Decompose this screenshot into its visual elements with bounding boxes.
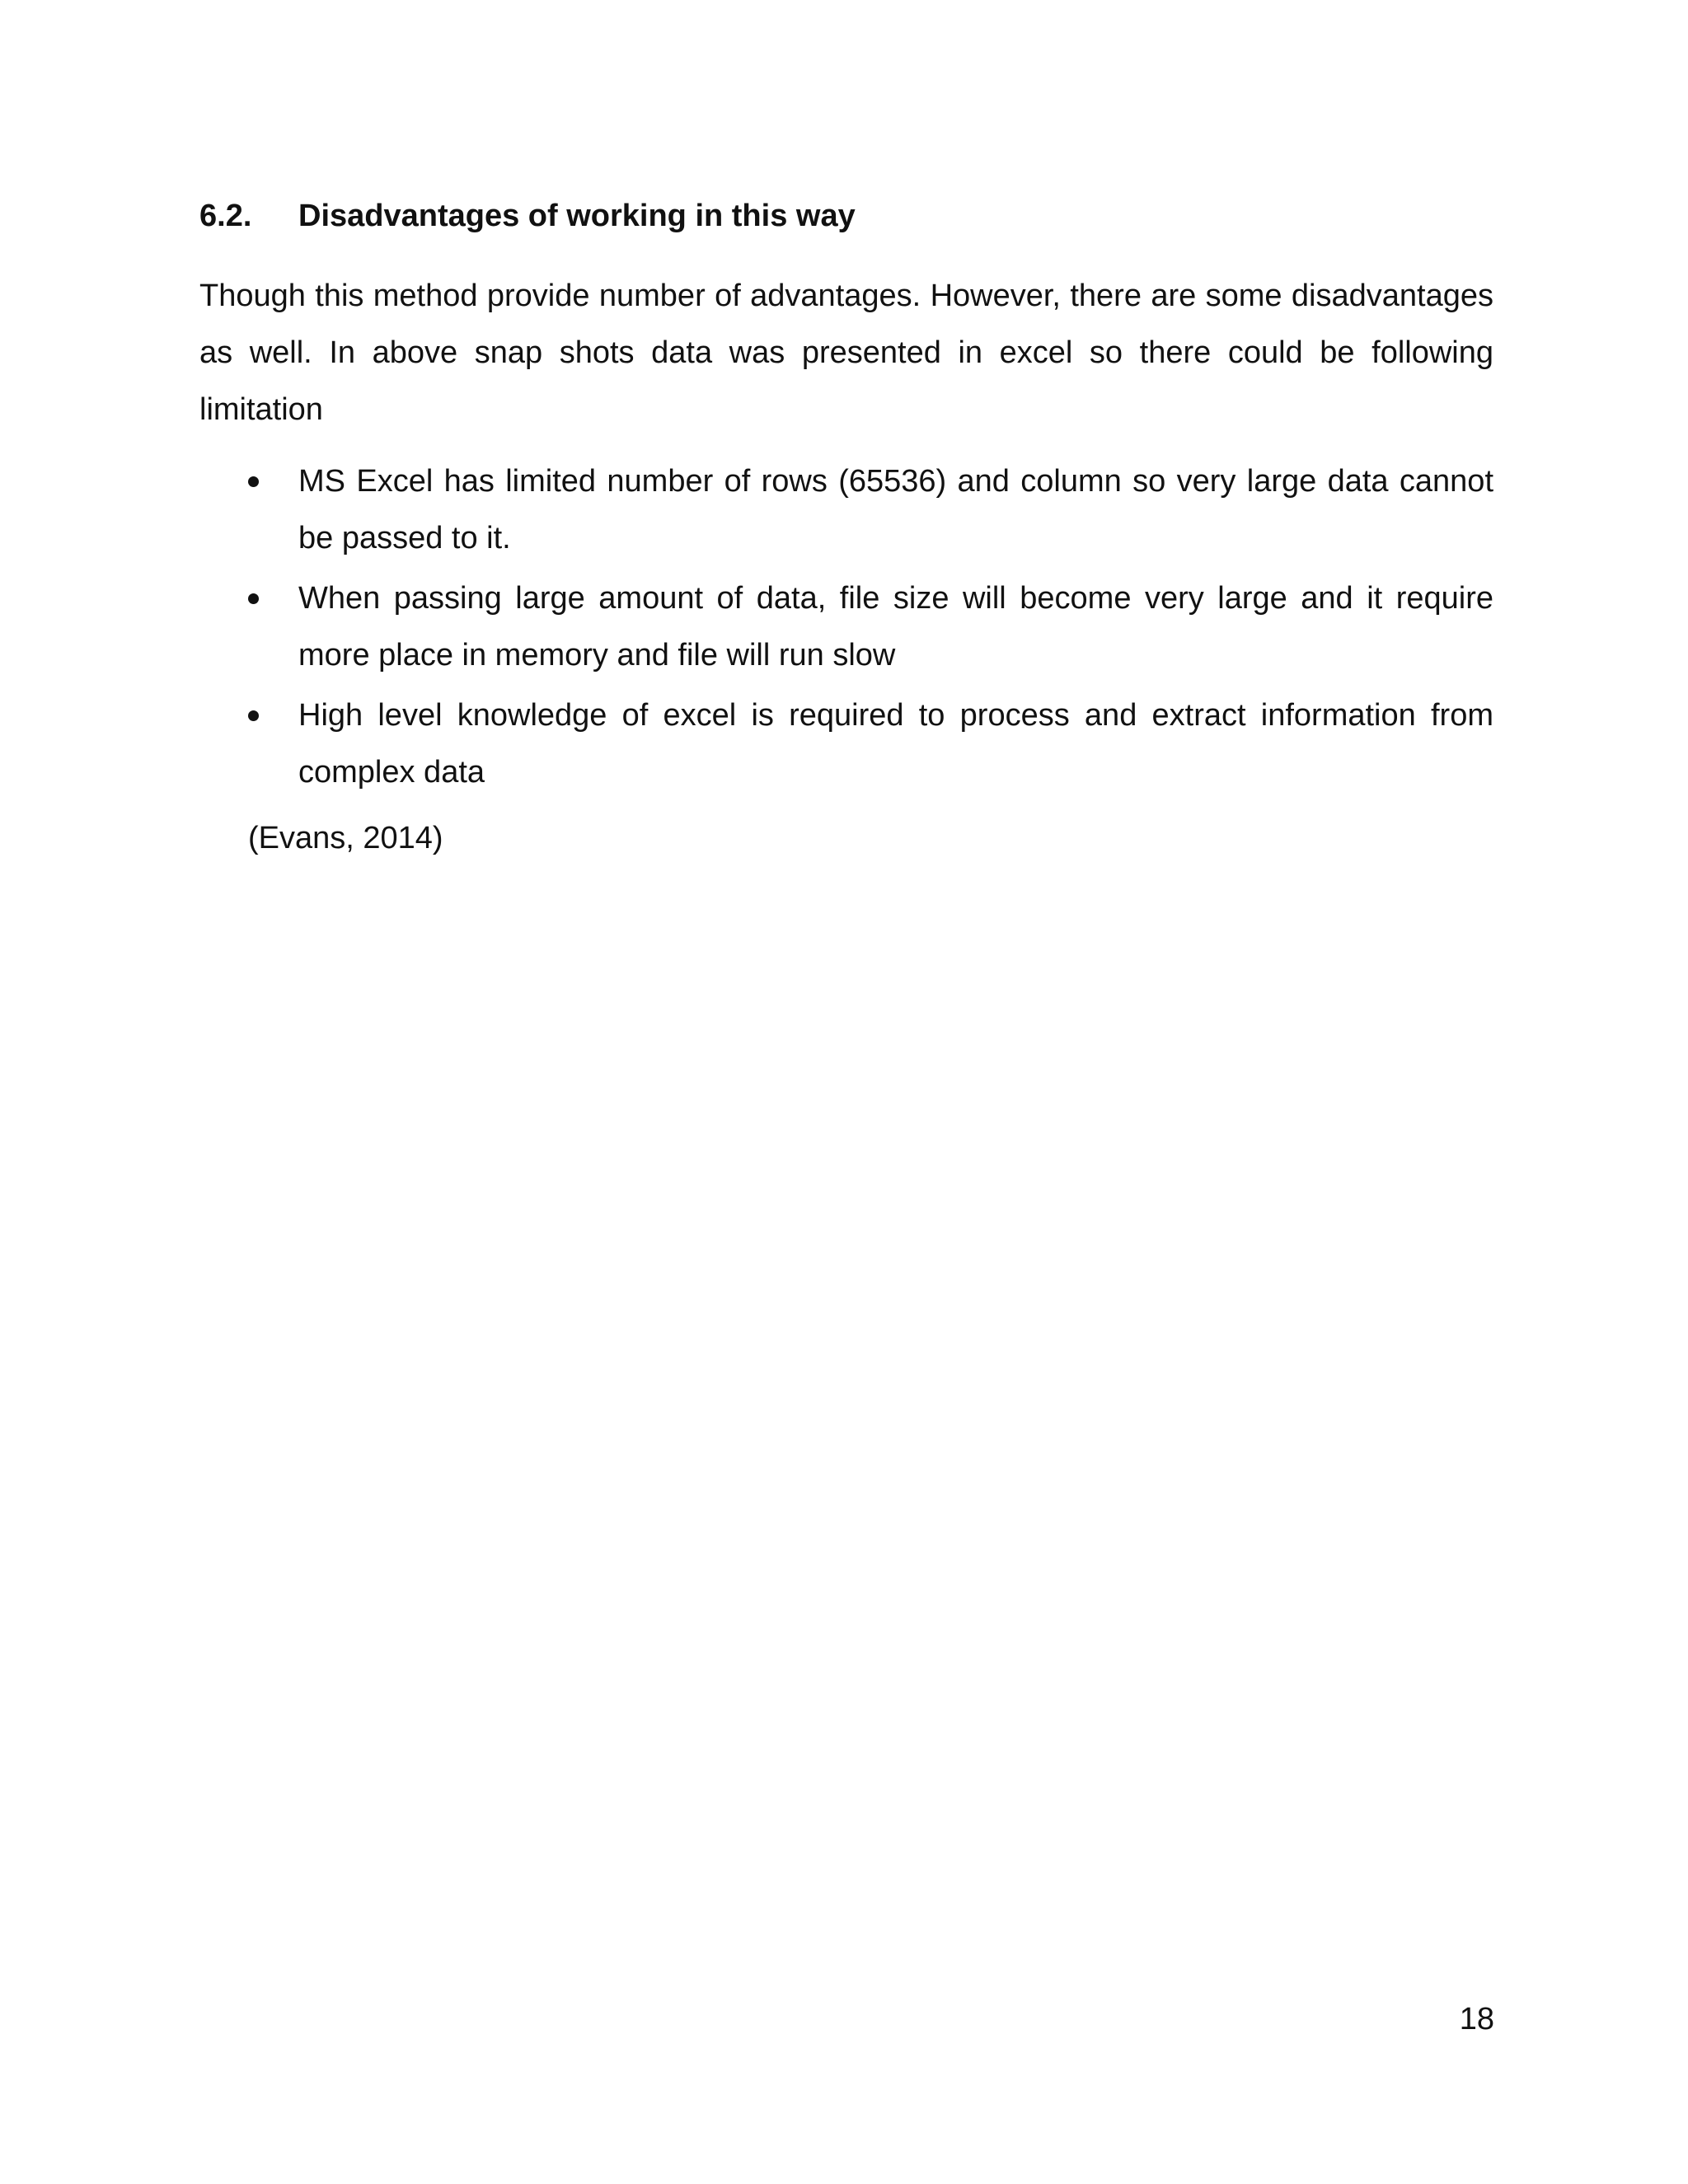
bullet-icon xyxy=(248,710,259,721)
section-heading xyxy=(199,194,1502,237)
list-item-text: MS Excel has limited number of rows (65536) and column so very large data cannot be passed to it. xyxy=(298,464,1493,555)
page-number: 18 xyxy=(1459,2002,1494,2036)
list-item-text: High level knowledge of excel is required to process and extract information from complex data xyxy=(298,698,1493,790)
intro-paragraph: Though this method provide number of advantages. However, there are some disadvantages as well. In above snap shots data was presented in excel so there could be following limitation xyxy=(199,279,1493,427)
bullet-icon xyxy=(248,476,259,487)
list-item-text: When passing large amount of data, file size will become very large and it require more place in memory and file will run slow xyxy=(298,581,1493,673)
list-item xyxy=(199,570,1493,684)
citation: (Evans, 2014) xyxy=(248,821,443,855)
list-item xyxy=(199,453,1493,567)
section-title: Disadvantages of working in this way xyxy=(298,199,856,233)
limitations-list xyxy=(199,453,1493,804)
bullet-icon xyxy=(248,593,259,604)
list-item xyxy=(199,687,1493,801)
section-number: 6.2. xyxy=(199,199,252,233)
